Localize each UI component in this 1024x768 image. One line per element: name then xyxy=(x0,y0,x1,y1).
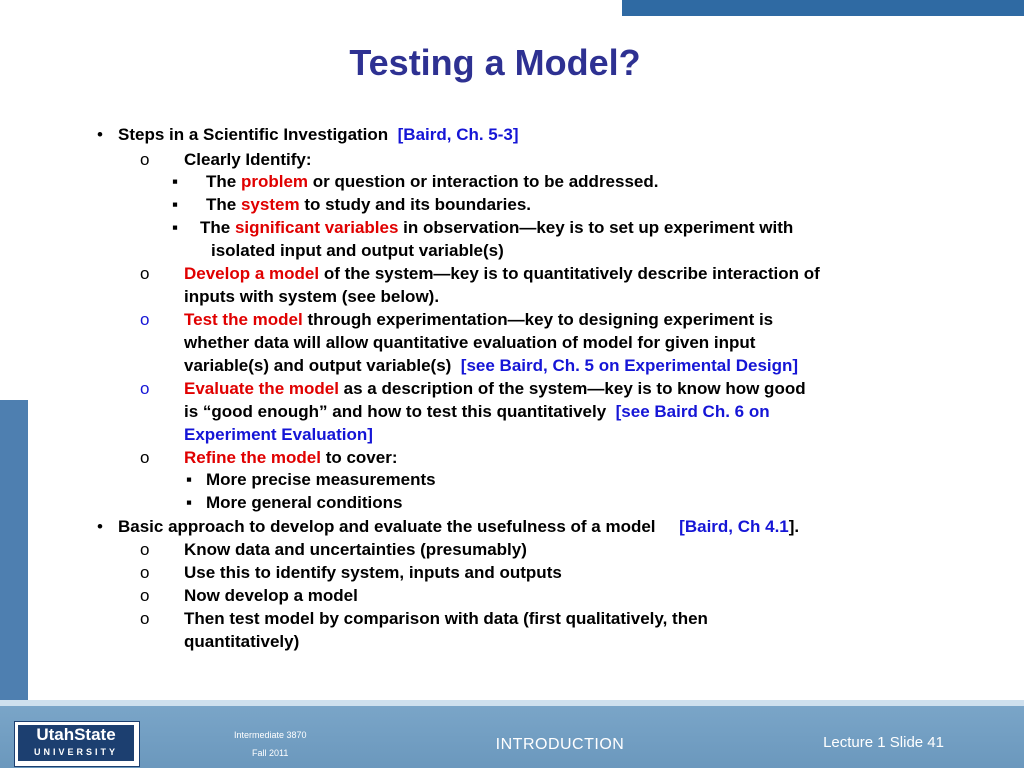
item-system: The system to study and its boundaries. xyxy=(206,195,531,214)
term-label: Fall 2011 xyxy=(252,748,289,758)
item-significant-variables: The significant variables in observation—key is to set up experiment with xyxy=(200,218,794,237)
slide-number: Lecture 1 Slide 41 xyxy=(823,734,944,751)
item-develop-model-cont: inputs with system (see below). xyxy=(184,287,440,306)
circle-marker: o xyxy=(140,150,150,169)
slide-title: Testing a Model? xyxy=(349,42,641,83)
item-identify-system: Use this to identify system, inputs and outputs xyxy=(184,563,562,582)
circle-marker: o xyxy=(140,264,150,283)
circle-marker: o xyxy=(140,609,150,628)
circle-marker: o xyxy=(140,586,150,605)
bullet-marker: • xyxy=(97,517,103,536)
reference: [see Baird Ch. 6 on xyxy=(615,402,770,421)
item-test-comparison-cont: quantitatively) xyxy=(184,632,300,651)
item-refine-model: Refine the model to cover: xyxy=(184,448,398,467)
university-logo xyxy=(14,721,140,767)
logo-wordmark: UtahState xyxy=(36,725,116,744)
square-marker: ▪ xyxy=(172,195,179,214)
item-develop: Now develop a model xyxy=(184,586,358,605)
item-know-data: Know data and uncertainties (presumably) xyxy=(184,540,527,559)
square-marker: ▪ xyxy=(172,218,179,237)
section-label: INTRODUCTION xyxy=(495,736,625,753)
item-evaluate-model-cont1: is “good enough” and how to test this quantitatively [see Baird Ch. 6 on xyxy=(184,402,770,421)
circle-marker: o xyxy=(140,379,150,398)
reference: [Baird, Ch 4.1 xyxy=(679,517,789,536)
item-precise-measurements: More precise measurements xyxy=(206,470,436,489)
item-problem: The problem or question or interaction to be addressed. xyxy=(206,172,659,191)
item-develop-model: Develop a model of the system—key is to quantitatively describe interaction of xyxy=(184,264,820,283)
bullet-marker: • xyxy=(97,125,103,144)
item-evaluate-model-ref: Experiment Evaluation] xyxy=(184,425,373,444)
item-general-conditions: More general conditions xyxy=(206,493,403,512)
bullet-steps: Steps in a Scientific Investigation [Baird, Ch. 5-3] xyxy=(118,125,519,144)
square-marker: ▪ xyxy=(186,470,193,489)
circle-marker: o xyxy=(140,540,150,559)
logo-subtitle: UNIVERSITY xyxy=(33,747,118,757)
item-test-model-cont1: whether data will allow quantitative evaluation of model for given input xyxy=(184,333,756,352)
square-marker: ▪ xyxy=(172,172,179,191)
circle-marker: o xyxy=(140,310,150,329)
circle-marker: o xyxy=(140,563,150,582)
bullet-basic-approach: Basic approach to develop and evaluate the usefulness of a model [Baird, Ch 4.1]. xyxy=(118,517,800,536)
reference: [see Baird, Ch. 5 on Experimental Design] xyxy=(460,356,799,375)
item-significant-variables-cont: isolated input and output variable(s) xyxy=(211,241,504,260)
reference: [Baird, Ch. 5-3] xyxy=(397,125,519,144)
square-marker: ▪ xyxy=(186,493,193,512)
footer-bar xyxy=(0,700,1024,768)
item-evaluate-model: Evaluate the model as a description of the system—key is to know how good xyxy=(184,379,806,398)
course-label: Intermediate 3870 xyxy=(234,730,307,740)
item-test-model: Test the model through experimentation—key to designing experiment is xyxy=(184,310,774,329)
circle-marker: o xyxy=(140,448,150,467)
item-test-model-cont2: variable(s) and output variable(s) [see Baird, Ch. 5 on Experimental Design] xyxy=(184,356,799,375)
item-test-comparison: Then test model by comparison with data (first qualitatively, then xyxy=(184,609,708,628)
item-clearly-identify: Clearly Identify: xyxy=(184,150,312,169)
